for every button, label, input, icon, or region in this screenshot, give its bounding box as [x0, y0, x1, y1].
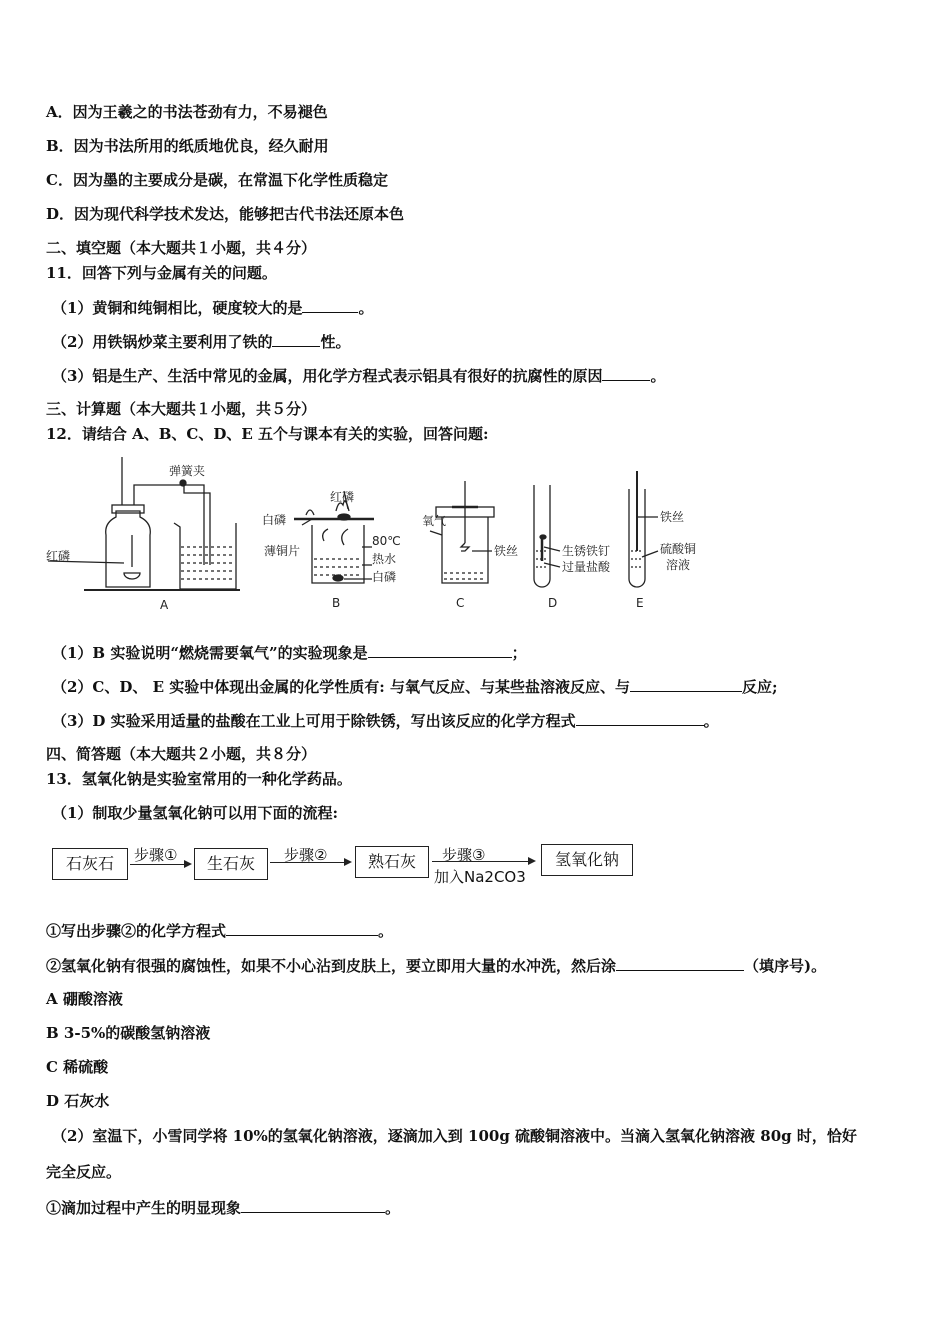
q12-part-2: （2）C、D、 E 实验中体现出金属的化学性质有: 与氧气反应、与某些盐溶液反应、与 反应;: [52, 678, 778, 696]
q13-part-2-sub-1: ①滴加过程中产生的明显现象 。: [46, 1199, 401, 1217]
flow-box-slaked-lime: 熟石灰: [355, 846, 429, 878]
flow-box-quicklime: 生石灰: [194, 848, 268, 880]
label-excess-hcl: 过量盐酸: [562, 560, 611, 574]
q13-part-2-line-2: 完全反应。: [46, 1163, 122, 1181]
q13-sub-1: ①写出步骤②的化学方程式 。: [46, 922, 394, 940]
arrow-right-icon: [130, 864, 190, 865]
q12-part-3: （3）D 实验采用适量的盐酸在工业上可用于除铁锈，写出该反应的化学方程式 。: [52, 712, 719, 730]
label-iron-wire-e: 铁丝: [660, 510, 685, 524]
label-spring-clamp: 弹簧夹: [169, 464, 206, 478]
answer-blank[interactable]: [602, 365, 650, 381]
flow-box-naoh: 氢氧化钠: [541, 844, 633, 876]
q13-part-2-line-1: （2）室温下，小雪同学将 10%的氢氧化钠溶液，逐滴加入到 100g 硫酸铜溶液中。当滴入氢氧化钠溶液 80g 时，恰好: [52, 1127, 857, 1145]
flow-step-3-reagent: 加入Na2CO3: [434, 868, 526, 886]
q12-stem: 12．请结合 A、B、C、D、E 五个与课本有关的实验，回答问题:: [46, 425, 489, 443]
q10-option-d: D．因为现代科学技术发达，能够把古代书法还原本色: [46, 205, 405, 223]
q13-option-b: B 3-5%的碳酸氢钠溶液: [46, 1024, 211, 1042]
label-d: D: [548, 596, 558, 610]
label-copper-sulfate: 硫酸铜: [660, 542, 697, 556]
flow-box-limestone: 石灰石: [52, 848, 128, 880]
label-white-phosphorus-2: 白磷: [372, 570, 397, 584]
q13-stem: 13．氢氧化钠是实验室常用的一种化学药品。: [46, 770, 352, 788]
answer-blank[interactable]: [576, 710, 704, 726]
label-solution: 溶液: [666, 558, 691, 572]
answer-blank[interactable]: [272, 331, 320, 347]
flow-step-1: 步骤①: [134, 846, 178, 864]
q13-part-1: （1）制取少量氢氧化钠可以用下面的流程:: [52, 804, 338, 822]
label-red-phosphorus-b: 红磷: [330, 490, 355, 504]
experiment-figure: [44, 455, 704, 615]
q12-part-1: （1）B 实验说明“燃烧需要氧气”的实验现象是 ；: [52, 644, 527, 662]
label-e: E: [636, 596, 644, 610]
answer-blank[interactable]: [630, 676, 742, 692]
section-2-heading: 二、填空题（本大题共１小题，共４分）: [46, 239, 317, 257]
answer-blank[interactable]: [226, 920, 378, 936]
q13-sub-2: ②氢氧化钠有很强的腐蚀性，如果不小心沾到皮肤上，要立即用大量的水冲洗，然后涂 （填序号)。: [46, 957, 827, 975]
q10-option-b: B．因为书法所用的纸质地优良，经久耐用: [46, 137, 329, 155]
section-4-heading: 四、简答题（本大题共２小题，共８分）: [46, 745, 317, 763]
label-c: C: [456, 596, 465, 610]
label-a: A: [160, 598, 169, 612]
label-iron-wire-c: 铁丝: [494, 544, 519, 558]
section-3-heading: 三、计算题（本大题共１小题，共５分）: [46, 400, 317, 418]
arrow-right-icon: [432, 861, 534, 862]
q11-stem: 11．回答下列与金属有关的问题。: [46, 264, 277, 282]
label-b: B: [332, 596, 341, 610]
q13-option-c: C 稀硫酸: [46, 1058, 109, 1076]
answer-blank[interactable]: [368, 642, 512, 658]
q13-option-d: D 石灰水: [46, 1092, 110, 1110]
label-oxygen: 氧气: [422, 514, 447, 528]
q11-part-3: （3）铝是生产、生活中常见的金属，用化学方程式表示铝具有很好的抗腐性的原因 。: [52, 367, 666, 385]
label-white-phosphorus: 白磷: [262, 513, 287, 527]
label-hot-water: 热水: [372, 552, 397, 566]
q13-option-a: A 硼酸溶液: [46, 990, 123, 1008]
label-temperature: 80℃: [372, 534, 401, 548]
q11-part-1: （1）黄铜和纯铜相比，硬度较大的是 。: [52, 299, 374, 317]
q10-option-a: A．因为王羲之的书法苍劲有力，不易褪色: [46, 103, 328, 121]
q11-part-2: （2）用铁锅炒菜主要利用了铁的 性。: [52, 333, 351, 351]
label-rusty-nail: 生锈铁钉: [562, 544, 611, 558]
label-copper-sheet: 薄铜片: [264, 544, 301, 558]
label-red-phosphorus-a: 红磷: [46, 549, 71, 563]
q10-option-c: C．因为墨的主要成分是碳，在常温下化学性质稳定: [46, 171, 388, 189]
flow-step-3: 步骤③: [442, 846, 486, 864]
arrow-right-icon: [270, 862, 350, 863]
answer-blank[interactable]: [302, 297, 358, 313]
answer-blank[interactable]: [241, 1197, 385, 1213]
answer-blank[interactable]: [616, 955, 744, 971]
flow-step-2: 步骤②: [284, 846, 328, 864]
